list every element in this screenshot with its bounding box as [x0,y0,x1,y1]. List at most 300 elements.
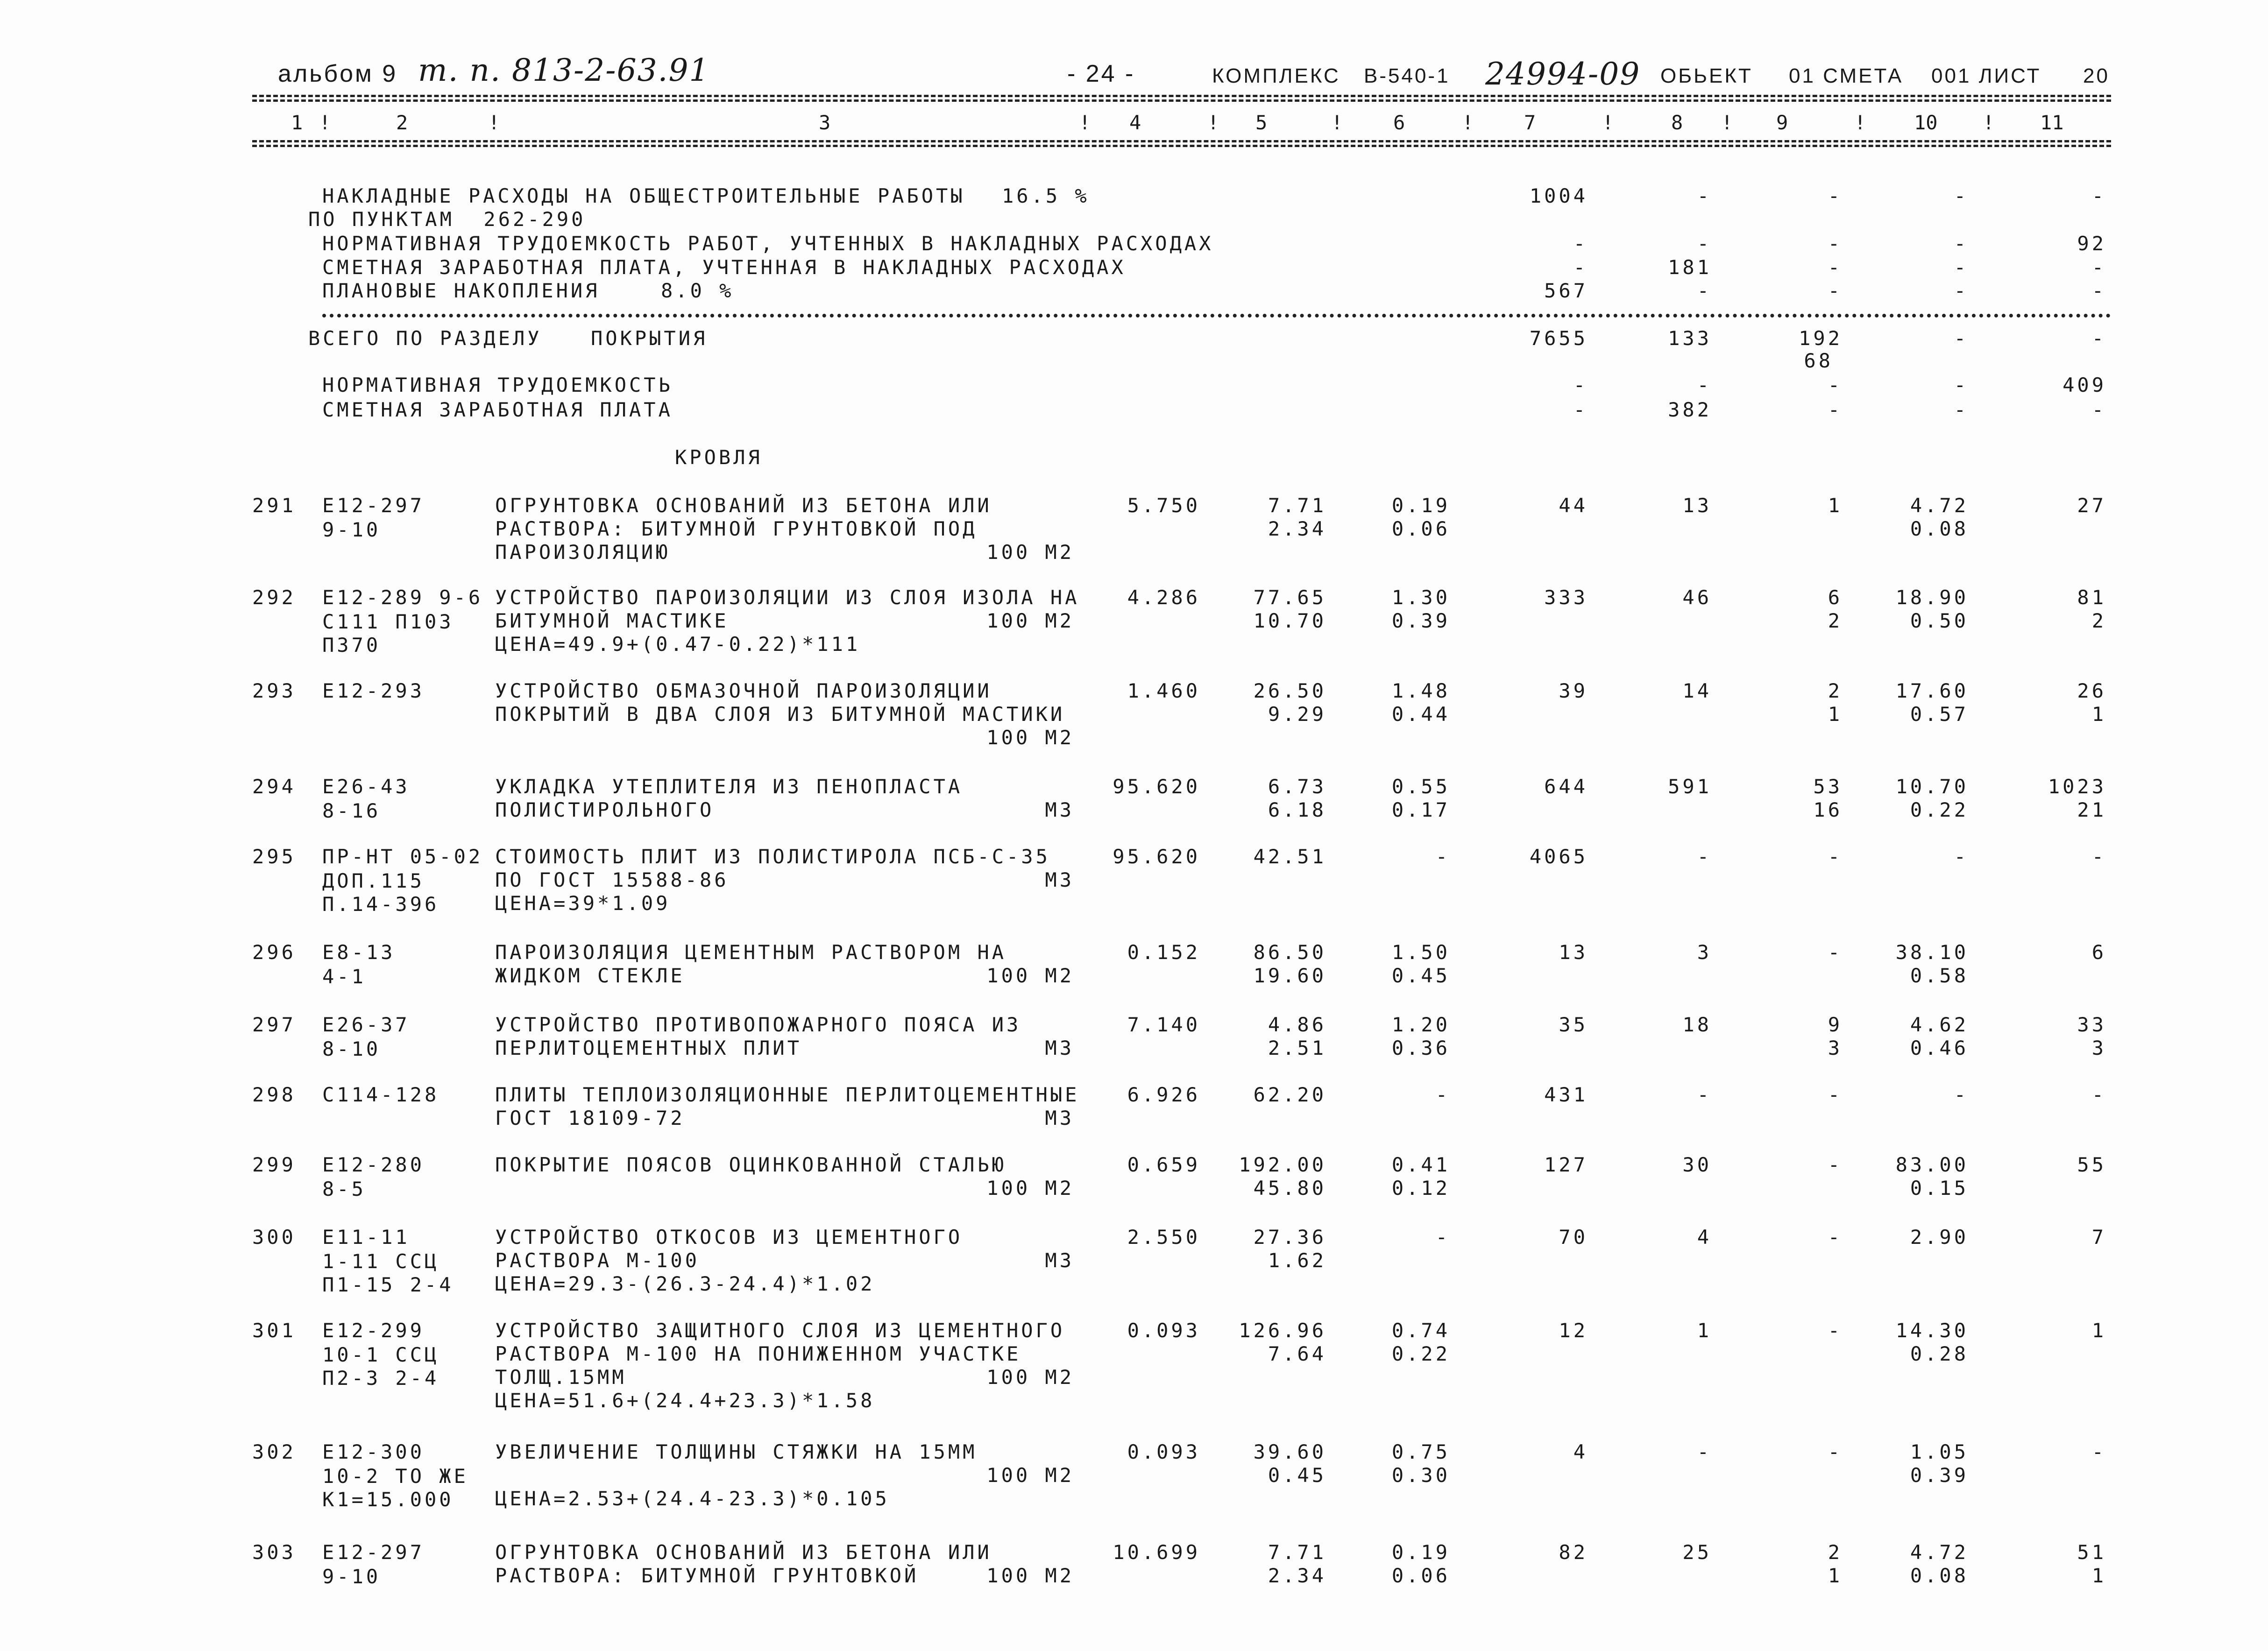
row-c10: 0.08 [1910,517,1969,540]
row-c8: 591 [1668,775,1712,798]
row-c7: 4 [1573,1440,1588,1463]
row-description: ПОКРЫТИЕ ПОЯСОВ ОЦИНКОВАННОЙ СТАЛЬЮ [495,1153,1007,1176]
row-c9: 16 [1813,798,1843,821]
row-c9: 2 [1828,679,1843,702]
row-c10: - [1954,845,1969,868]
row-description: ЖИДКОМ СТЕКЛЕ [495,964,685,987]
row-unit: М3 [1045,1107,1074,1129]
planned-c11: - [2091,279,2106,302]
row-description: ЦЕНА=51.6+(24.4+23.3)*1.58 [495,1389,875,1412]
row-c5: 7.64 [1268,1342,1326,1365]
row-number: 296 [252,941,296,964]
row-number: 300 [252,1226,296,1249]
row-number: 294 [252,775,296,798]
row-c5: 86.50 [1253,941,1326,964]
row-c7: 12 [1559,1319,1588,1342]
row-description: РАСТВОРА: БИТУМНОЙ ГРУНТОВКОЙ [495,1564,919,1587]
row-c5: 126.96 [1239,1319,1326,1342]
column-number-4: 4 [1129,111,1141,134]
row-c5: 7.71 [1268,494,1326,517]
row-code: 9-10 [322,518,381,541]
row-quantity: 0.093 [1127,1319,1200,1342]
row-description: ЦЕНА=39*1.09 [495,892,671,915]
overhead-c9: - [1828,184,1843,207]
code-handwritten: 24994-09 [1485,56,1641,92]
row-c9: 2 [1828,609,1843,632]
overhead-c7: 1004 [1529,184,1588,207]
column-number-2: 2 [396,111,408,134]
row-c11: 1 [2091,1564,2106,1587]
header-rule-top [252,95,2111,97]
row-c11: 33 [2077,1013,2106,1036]
row-c10: 38.10 [1895,941,1969,964]
row-code: П.14-396 [322,893,439,916]
row-description: РАСТВОРА М-100 [495,1249,700,1272]
row-unit: 100 М2 [986,609,1074,632]
planned-label: ПЛАНОВЫЕ НАКОПЛЕНИЯ [322,279,600,302]
row-c5: 1.62 [1268,1249,1326,1272]
row-code: К1=15.000 [322,1488,454,1511]
row-description: ГОСТ 18109-72 [495,1107,685,1129]
row-c7: 35 [1559,1013,1588,1036]
column-number-6: 6 [1393,111,1405,134]
total-label: ВСЕГО ПО РАЗДЕЛУ [308,327,542,350]
row-c10: 2.90 [1910,1226,1969,1249]
row-number: 299 [252,1153,296,1176]
row-code: Е8-13 [322,941,396,964]
row-code: 10-2 ТО ЖЕ [322,1465,468,1488]
row-c10: 18.90 [1895,586,1969,609]
norm-labor-c8: - [1697,232,1712,255]
overhead-c8: - [1697,184,1712,207]
row-c10: 0.28 [1910,1342,1969,1365]
total-wage-label: СМЕТНАЯ ЗАРАБОТНАЯ ПЛАТА [322,398,673,421]
row-c8: 13 [1682,494,1712,517]
row-code: Е11-11 [322,1226,410,1249]
row-c8: 18 [1682,1013,1712,1036]
row-c5: 27.36 [1253,1226,1326,1249]
row-description: СТОИМОСТЬ ПЛИТ ИЗ ПОЛИСТИРОЛА ПСБ-С-35 [495,845,1050,868]
row-unit: М3 [1045,868,1074,891]
row-code: Е26-43 [322,775,410,798]
row-c11: 81 [2077,586,2106,609]
row-c6: 1.20 [1391,1013,1450,1036]
column-separator: ! [1602,111,1614,134]
row-c5: 45.80 [1253,1177,1326,1199]
wage-label: СМЕТНАЯ ЗАРАБОТНАЯ ПЛАТА, УЧТЕННАЯ В НАКЛАДНЫХ РАСХОДАХ [322,256,1126,279]
row-description: ПАРОИЗОЛЯЦИЯ ЦЕМЕНТНЫМ РАСТВОРОМ НА [495,941,1007,964]
total-c11: - [2091,327,2106,350]
row-c10: 0.08 [1910,1564,1969,1587]
row-c6: 0.06 [1391,517,1450,540]
row-number: 295 [252,845,296,868]
row-description: ЦЕНА=29.3-(26.3-24.4)*1.02 [495,1272,875,1295]
row-description: РАСТВОРА: БИТУМНОЙ ГРУНТОВКОЙ ПОД [495,517,978,540]
row-c10: 0.39 [1910,1464,1969,1487]
row-code: Е12-289 9-6 [322,586,483,609]
row-c9: 1 [1828,494,1843,517]
overhead-label: НАКЛАДНЫЕ РАСХОДЫ НА ОБЩЕСТРОИТЕЛЬНЫЕ РАБОТЫ [322,184,965,207]
wage-c7: - [1573,256,1588,279]
overhead-points: ПО ПУНКТАМ 262-290 [308,208,586,231]
row-description: УВЕЛИЧЕНИЕ ТОЛЩИНЫ СТЯЖКИ НА 15ММ [495,1440,978,1463]
row-c6: 0.44 [1391,703,1450,726]
row-c8: - [1697,1440,1712,1463]
row-c5: 7.71 [1268,1541,1326,1564]
row-c5: 0.45 [1268,1464,1326,1487]
row-description: УСТРОЙСТВО ОБМАЗОЧНОЙ ПАРОИЗОЛЯЦИИ [495,679,992,702]
row-unit: М3 [1045,1037,1074,1059]
object-number: 01 СМЕТА [1789,64,1904,87]
column-separator: ! [1462,111,1474,134]
row-code: С114-128 [322,1083,439,1106]
row-code: 8-10 [322,1037,381,1060]
planned-c7: 567 [1544,279,1588,302]
complex-code: В-540-1 [1364,64,1450,87]
row-code: 1-11 ССЦ [322,1250,439,1273]
row-unit: 100 М2 [986,1564,1074,1587]
row-c6: 0.12 [1391,1177,1450,1199]
estimate-number: 001 ЛИСТ [1931,64,2041,87]
row-c11: 51 [2077,1541,2106,1564]
column-number-5: 5 [1255,111,1268,134]
row-description: ЦЕНА=49.9+(0.47-0.22)*111 [495,633,861,656]
row-c8: 25 [1682,1541,1712,1564]
row-description: УСТРОЙСТВО ЗАЩИТНОГО СЛОЯ ИЗ ЦЕМЕНТНОГО [495,1319,1065,1342]
column-separator: ! [1207,111,1219,134]
column-number-11: 11 [2040,111,2064,134]
row-c7: 333 [1544,586,1588,609]
wage-c8: 181 [1668,256,1712,279]
row-description: ПЕРЛИТОЦЕМЕНТНЫХ ПЛИТ [495,1037,802,1059]
row-c5: 77.65 [1253,586,1326,609]
column-number-3: 3 [819,111,831,134]
row-c5: 192.00 [1239,1153,1326,1176]
total-labor-label: НОРМАТИВНАЯ ТРУДОЕМКОСТЬ [322,374,673,396]
row-c11: 2 [2091,609,2106,632]
row-c11: 55 [2077,1153,2106,1176]
row-c6: - [1435,1226,1450,1249]
row-c7: 13 [1559,941,1588,964]
page-number: - 24 - [1067,60,1135,87]
row-quantity: 0.152 [1127,941,1200,964]
row-c6: 1.30 [1391,586,1450,609]
row-c9: 1 [1828,703,1843,726]
row-c9: 2 [1828,1541,1843,1564]
total-labor-c8: - [1697,374,1712,396]
row-c9: - [1828,1226,1843,1249]
row-description: ЦЕНА=2.53+(24.4-23.3)*0.105 [495,1487,890,1510]
complex-label: КОМПЛЕКС [1212,64,1340,87]
row-description: УСТРОЙСТВО ПАРОИЗОЛЯЦИИ ИЗ СЛОЯ ИЗОЛА НА [495,586,1080,609]
row-code: ПР-НТ 05-02 [322,845,483,868]
row-c11: - [2091,845,2106,868]
row-c7: 127 [1544,1153,1588,1176]
row-code: Е12-297 [322,494,425,517]
header-rule-bottom [252,140,2111,142]
row-c6: 0.74 [1391,1319,1450,1342]
row-description: РАСТВОРА М-100 НА ПОНИЖЕННОМ УЧАСТКЕ [495,1342,1021,1365]
row-c9: - [1828,845,1843,868]
row-unit: 100 М2 [986,964,1074,987]
row-c6: 0.45 [1391,964,1450,987]
row-c6: 0.39 [1391,609,1450,632]
row-c6: 0.30 [1391,1464,1450,1487]
row-quantity: 95.620 [1113,775,1200,798]
row-code: 8-16 [322,799,381,822]
row-number: 291 [252,494,296,517]
total-section: ПОКРЫТИЯ [591,327,708,350]
column-number-1: 1 [291,111,303,134]
row-number: 301 [252,1319,296,1342]
row-c6: 0.19 [1391,494,1450,517]
total-c10: - [1954,327,1969,350]
column-number-7: 7 [1524,111,1536,134]
row-c5: 10.70 [1253,609,1326,632]
row-c10: 0.46 [1910,1037,1969,1059]
row-c10: 4.62 [1910,1013,1969,1036]
column-separator: ! [1331,111,1343,134]
row-c8: 14 [1682,679,1712,702]
row-c11: 27 [2077,494,2106,517]
row-code: П2-3 2-4 [322,1367,439,1390]
row-c5: 6.18 [1268,798,1326,821]
row-c11: 6 [2091,941,2106,964]
column-separator: ! [1854,111,1866,134]
total-labor-c10: - [1954,374,1969,396]
total-c9b: 68 [1804,349,1833,372]
row-c5: 6.73 [1268,775,1326,798]
total-labor-c11: 409 [2062,374,2106,396]
total-labor-c7: - [1573,374,1588,396]
row-c11: 26 [2077,679,2106,702]
total-labor-c9: - [1828,374,1843,396]
total-wage-c9: - [1828,398,1843,421]
album-label: альбом 9 [278,60,398,87]
row-c6: 0.22 [1391,1342,1450,1365]
row-description: УКЛАДКА УТЕПЛИТЕЛЯ ИЗ ПЕНОПЛАСТА [495,775,963,798]
row-code: Е12-280 [322,1153,425,1176]
row-c6: 0.17 [1391,798,1450,821]
row-quantity: 5.750 [1127,494,1200,517]
row-quantity: 4.286 [1127,586,1200,609]
row-c5: 26.50 [1253,679,1326,702]
total-c9: 192 [1799,327,1843,350]
row-code: Е12-300 [322,1440,425,1463]
row-unit: 100 М2 [986,1366,1074,1389]
row-c6: 0.06 [1391,1564,1450,1587]
overhead-c11: - [2091,184,2106,207]
row-c10: 0.15 [1910,1177,1969,1199]
row-description: ОГРУНТОВКА ОСНОВАНИЙ ИЗ БЕТОНА ИЛИ [495,494,992,517]
planned-c9: - [1828,279,1843,302]
row-code: 8-5 [322,1178,366,1200]
row-c5: 2.34 [1268,517,1326,540]
row-c11: 21 [2077,798,2106,821]
row-c5: 39.60 [1253,1440,1326,1463]
row-quantity: 95.620 [1113,845,1200,868]
total-wage-c8: 382 [1668,398,1712,421]
column-separator: ! [1079,111,1091,134]
row-c11: - [2091,1440,2106,1463]
row-c7: 44 [1559,494,1588,517]
column-separator: ! [319,111,331,134]
row-c9: 9 [1828,1013,1843,1036]
row-c7: 644 [1544,775,1588,798]
row-c6: 0.75 [1391,1440,1450,1463]
row-c10: 0.58 [1910,964,1969,987]
row-c10: 1.05 [1910,1440,1969,1463]
row-description: УСТРОЙСТВО ПРОТИВОПОЖАРНОГО ПОЯСА ИЗ [495,1013,1021,1036]
row-c10: 17.60 [1895,679,1969,702]
row-description: ПОКРЫТИЙ В ДВА СЛОЯ ИЗ БИТУМНОЙ МАСТИКИ [495,703,1065,726]
overhead-percent: 16.5 % [1002,184,1090,207]
row-description: ПО ГОСТ 15588-86 [495,868,729,891]
row-c11: 1 [2091,703,2106,726]
row-code: П1-15 2-4 [322,1273,454,1296]
row-c6: 1.50 [1391,941,1450,964]
row-description: УСТРОЙСТВО ОТКОСОВ ИЗ ЦЕМЕНТНОГО [495,1226,963,1249]
row-quantity: 7.140 [1127,1013,1200,1036]
row-code: 9-10 [322,1565,381,1588]
row-unit: 100 М2 [986,1177,1074,1199]
tp-handwritten: т. п. 813-2-63.91 [418,52,710,88]
row-c10: 0.50 [1910,609,1969,632]
row-number: 303 [252,1541,296,1564]
row-c8: 1 [1697,1319,1712,1342]
column-separator: ! [1983,111,1995,134]
row-c11: 1023 [2048,775,2106,798]
row-c11: 1 [2091,1319,2106,1342]
row-code: Е12-299 [322,1319,425,1342]
row-c9: 3 [1828,1037,1843,1059]
total-wage-c10: - [1954,398,1969,421]
row-unit: М3 [1045,798,1074,821]
row-c10: 10.70 [1895,775,1969,798]
row-c7: 39 [1559,679,1588,702]
row-code: Е12-293 [322,679,425,702]
header-rule-top-2 [252,99,2111,102]
row-code: С111 П103 [322,610,454,633]
row-unit: 100 М2 [986,541,1074,564]
column-separator: ! [1721,111,1733,134]
row-c5: 19.60 [1253,964,1326,987]
row-c9: - [1828,1083,1843,1106]
row-code: Е26-37 [322,1013,410,1036]
row-quantity: 0.659 [1127,1153,1200,1176]
column-number-8: 8 [1671,111,1683,134]
row-description: ПЛИТЫ ТЕПЛОИЗОЛЯЦИОННЫЕ ПЕРЛИТОЦЕМЕНТНЫЕ [495,1083,1080,1106]
row-number: 297 [252,1013,296,1036]
row-c7: 431 [1544,1083,1588,1106]
wage-c10: - [1954,256,1969,279]
object-label: ОБЬЕКТ [1660,64,1753,87]
row-number: 302 [252,1440,296,1463]
row-c10: 14.30 [1895,1319,1969,1342]
row-code: ДОП.115 [322,869,425,892]
row-c8: 30 [1682,1153,1712,1176]
row-number: 298 [252,1083,296,1106]
row-c6: 0.55 [1391,775,1450,798]
row-quantity: 2.550 [1127,1226,1200,1249]
row-c9: 1 [1828,1564,1843,1587]
summary-divider [322,314,2111,318]
row-c6: 0.19 [1391,1541,1450,1564]
total-c8: 133 [1668,327,1712,350]
row-description: БИТУМНОЙ МАСТИКЕ [495,609,729,632]
row-unit: 100 М2 [986,726,1074,749]
row-c6: 0.41 [1391,1153,1450,1176]
row-c9: 53 [1813,775,1843,798]
row-c10: 83.00 [1895,1153,1969,1176]
column-number-9: 9 [1776,111,1788,134]
row-c10: - [1954,1083,1969,1106]
norm-labor-c7: - [1573,232,1588,255]
row-c8: 4 [1697,1226,1712,1249]
row-quantity: 1.460 [1127,679,1200,702]
row-c7: 82 [1559,1541,1588,1564]
column-separator: ! [488,111,500,134]
row-c5: 4.86 [1268,1013,1326,1036]
row-c6: - [1435,1083,1450,1106]
row-number: 292 [252,586,296,609]
row-c5: 42.51 [1253,845,1326,868]
row-c10: 4.72 [1910,494,1969,517]
row-code: Е12-297 [322,1541,425,1564]
row-c11: 3 [2091,1037,2106,1059]
row-description: ПОЛИСТИРОЛЬНОГО [495,798,715,821]
row-description: ПАРОИЗОЛЯЦИЮ [495,541,671,564]
sheet-number: 20 [2083,64,2110,87]
row-c7: 70 [1559,1226,1588,1249]
row-c7: 4065 [1529,845,1588,868]
wage-c9: - [1828,256,1843,279]
column-number-10: 10 [1914,111,1938,134]
row-number: 293 [252,679,296,702]
row-c10: 0.57 [1910,703,1969,726]
row-c10: 0.22 [1910,798,1969,821]
norm-labor-label: НОРМАТИВНАЯ ТРУДОЕМКОСТЬ РАБОТ, УЧТЕННЫХ В НАКЛАДНЫХ РАСХОДАХ [322,232,1214,255]
planned-percent: 8.0 % [661,279,734,302]
row-c8: 3 [1697,941,1712,964]
row-c9: 6 [1828,586,1843,609]
row-c6: 1.48 [1391,679,1450,702]
row-c6: 0.36 [1391,1037,1450,1059]
header-rule-bottom-2 [252,145,2111,147]
overhead-c10: - [1954,184,1969,207]
norm-labor-c9: - [1828,232,1843,255]
row-code: 10-1 ССЦ [322,1343,439,1366]
row-c5: 9.29 [1268,703,1326,726]
row-c9: - [1828,941,1843,964]
total-wage-c11: - [2091,398,2106,421]
row-quantity: 10.699 [1113,1541,1200,1564]
row-code: 4-1 [322,965,366,988]
row-quantity: 6.926 [1127,1083,1200,1106]
row-c11: 7 [2091,1226,2106,1249]
row-quantity: 0.093 [1127,1440,1200,1463]
total-wage-c7: - [1573,398,1588,421]
total-c7: 7655 [1529,327,1588,350]
row-description: ТОЛЩ.15ММ [495,1366,627,1389]
row-c6: - [1435,845,1450,868]
norm-labor-c11: 92 [2077,232,2106,255]
row-c5: 2.51 [1268,1037,1326,1059]
row-c9: - [1828,1319,1843,1342]
norm-labor-c10: - [1954,232,1969,255]
wage-c11: - [2091,256,2106,279]
row-code: П370 [322,634,381,656]
